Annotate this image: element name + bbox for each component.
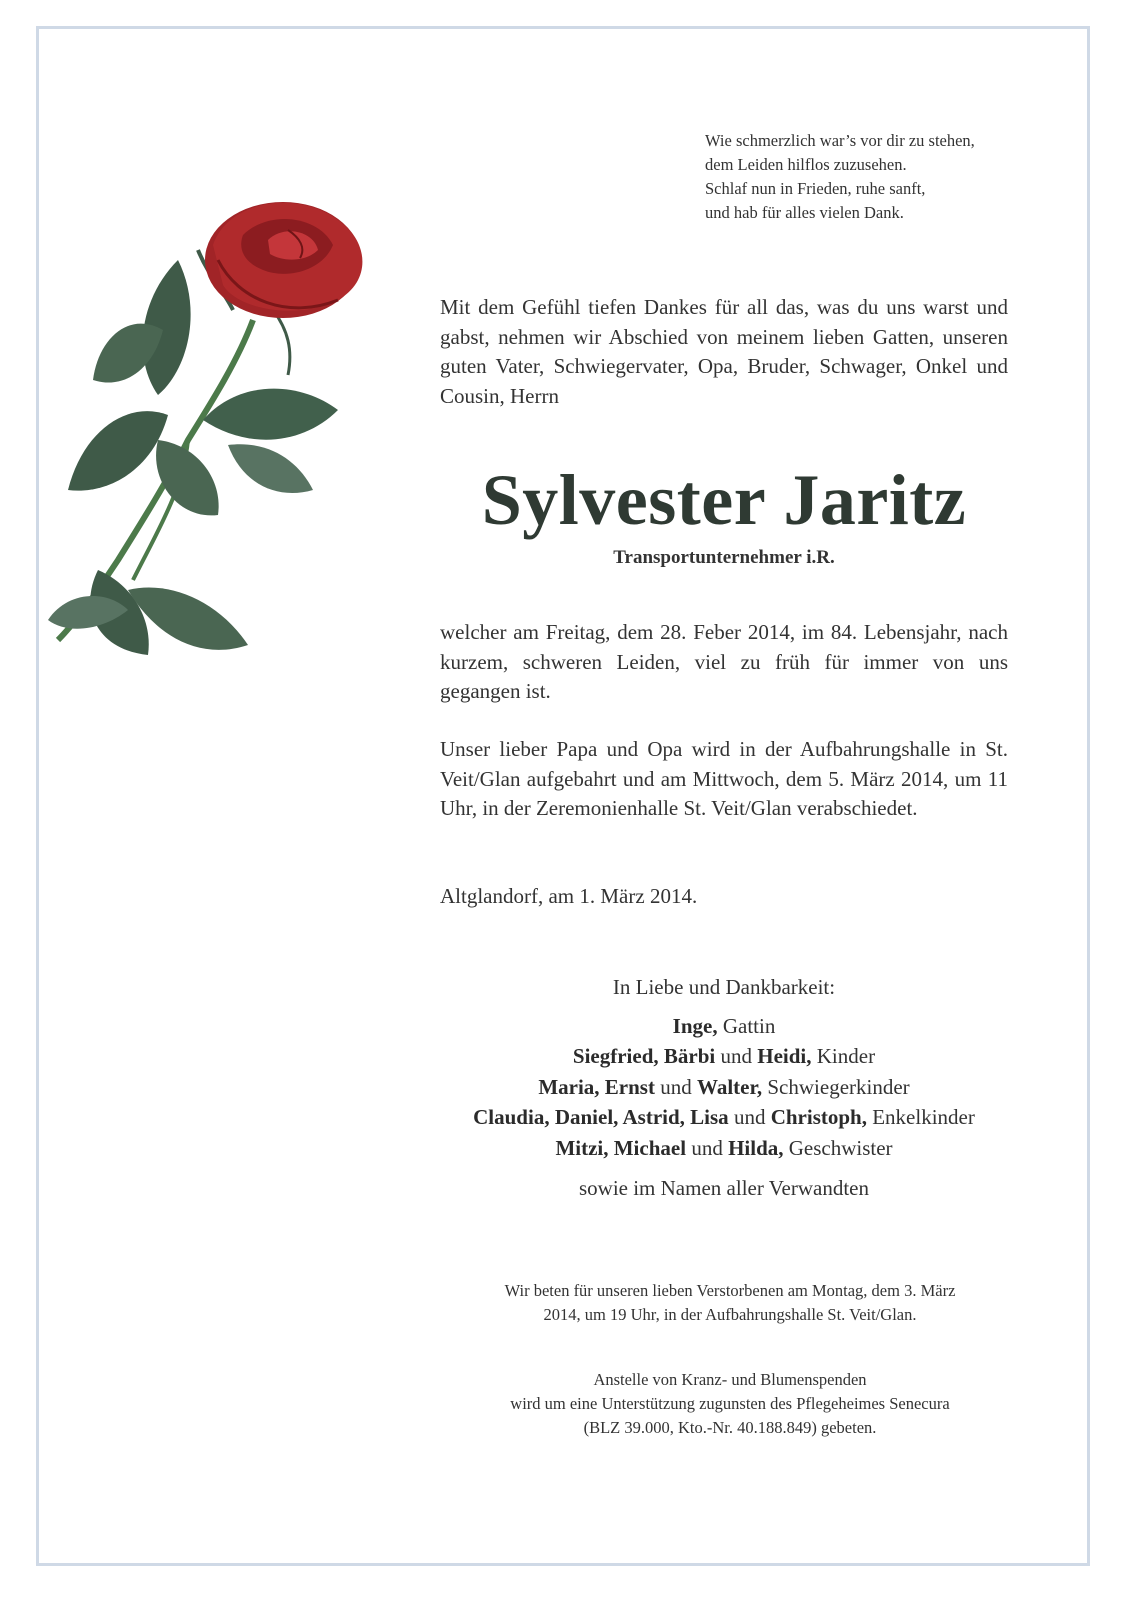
mourner-names: Maria, Ernst	[538, 1074, 655, 1099]
rose-image	[38, 190, 388, 680]
memorial-poem	[705, 129, 1025, 225]
intro-text: Mit dem Gefühl tiefen Dankes für all das, was du uns warst und gabst, nehmen wir Abschied von meinem lieben Gatten, unseren guten Vater, Schwiegervater, Opa, Bruder, Schwager, Onkel und Cousin, Herrn	[440, 295, 1008, 408]
greeting: In Liebe und Dankbarkeit:	[612, 975, 836, 999]
poem-line: dem Leiden hilflos zuzusehen.	[705, 155, 907, 174]
mourner-names: Claudia, Daniel, Astrid, Lisa	[473, 1105, 729, 1129]
conjunction: und	[728, 1105, 771, 1129]
mourner-names: Christoph,	[770, 1105, 867, 1129]
mourner-names: Walter,	[696, 1074, 763, 1099]
mourner-line-children	[420, 1041, 1028, 1072]
mourners-block	[420, 972, 1028, 1204]
mourner-names: Heidi,	[757, 1044, 812, 1068]
mourner-names: Mitzi, Michael	[555, 1135, 687, 1160]
donation-line: (BLZ 39.000, Kto.-Nr. 40.188.849) gebeten.	[583, 1418, 877, 1437]
mourner-line-grandchildren	[420, 1102, 1028, 1133]
mourner-line-spouse	[420, 1011, 1028, 1042]
mourner-relation: Kinder	[811, 1044, 876, 1068]
prayer-line: Wir beten für unseren lieben Verstorbenen am Montag, dem 3. März	[504, 1281, 956, 1300]
mourner-relation: Schwiegerkinder	[762, 1074, 910, 1099]
mourner-line-siblings	[420, 1133, 1028, 1164]
death-announcement: welcher am Freitag, dem 28. Feber 2014, im 84. Lebensjahr, nach kurzem, schweren Leiden, viel zu früh für immer von uns gegangen ist.	[440, 620, 1008, 703]
funeral-details: Unser lieber Papa und Opa wird in der Aufbahrungshalle in St. Veit/Glan aufgebahrt und am Mittwoch, dem 5. März 2014, um 11 Uhr, in der Zeremonienhalle St. Veit/Glan verabschiedet.	[440, 737, 1008, 820]
poem-line: und hab für alles vielen Dank.	[705, 203, 904, 222]
poem-line: Wie schmerzlich war’s vor dir zu stehen,	[705, 131, 975, 150]
conjunction: und	[654, 1074, 697, 1099]
donation-line: wird um eine Unterstützung zugunsten des Pflegeheimes Senecura	[510, 1394, 950, 1413]
poem-line: Schlaf nun in Frieden, ruhe sanft,	[705, 179, 926, 198]
conjunction: und	[715, 1044, 758, 1068]
mourner-relation: Geschwister	[783, 1135, 893, 1160]
place-and-date: Altglandorf, am 1. März 2014.	[440, 884, 698, 908]
donation-notice	[440, 1368, 1020, 1440]
mourner-line-in-laws	[420, 1072, 1028, 1103]
occupation: Transportunternehmer i.R.	[613, 547, 835, 568]
prayer-notice	[440, 1279, 1020, 1327]
conjunction: und	[686, 1135, 729, 1160]
mourner-names: Inge,	[672, 1013, 718, 1038]
mourner-relation: Enkelkinder	[866, 1105, 975, 1129]
mourner-relation: Gattin	[717, 1013, 776, 1038]
prayer-line: 2014, um 19 Uhr, in der Aufbahrungshalle St. Veit/Glan.	[543, 1305, 917, 1324]
closing-line: sowie im Namen aller Verwandten	[578, 1176, 870, 1200]
mourner-names: Siegfried, Bärbi	[572, 1044, 716, 1068]
deceased-name: Sylvester Jaritz	[481, 460, 967, 540]
mourner-names: Hilda,	[728, 1135, 784, 1160]
donation-line: Anstelle von Kranz- und Blumenspenden	[593, 1370, 867, 1389]
